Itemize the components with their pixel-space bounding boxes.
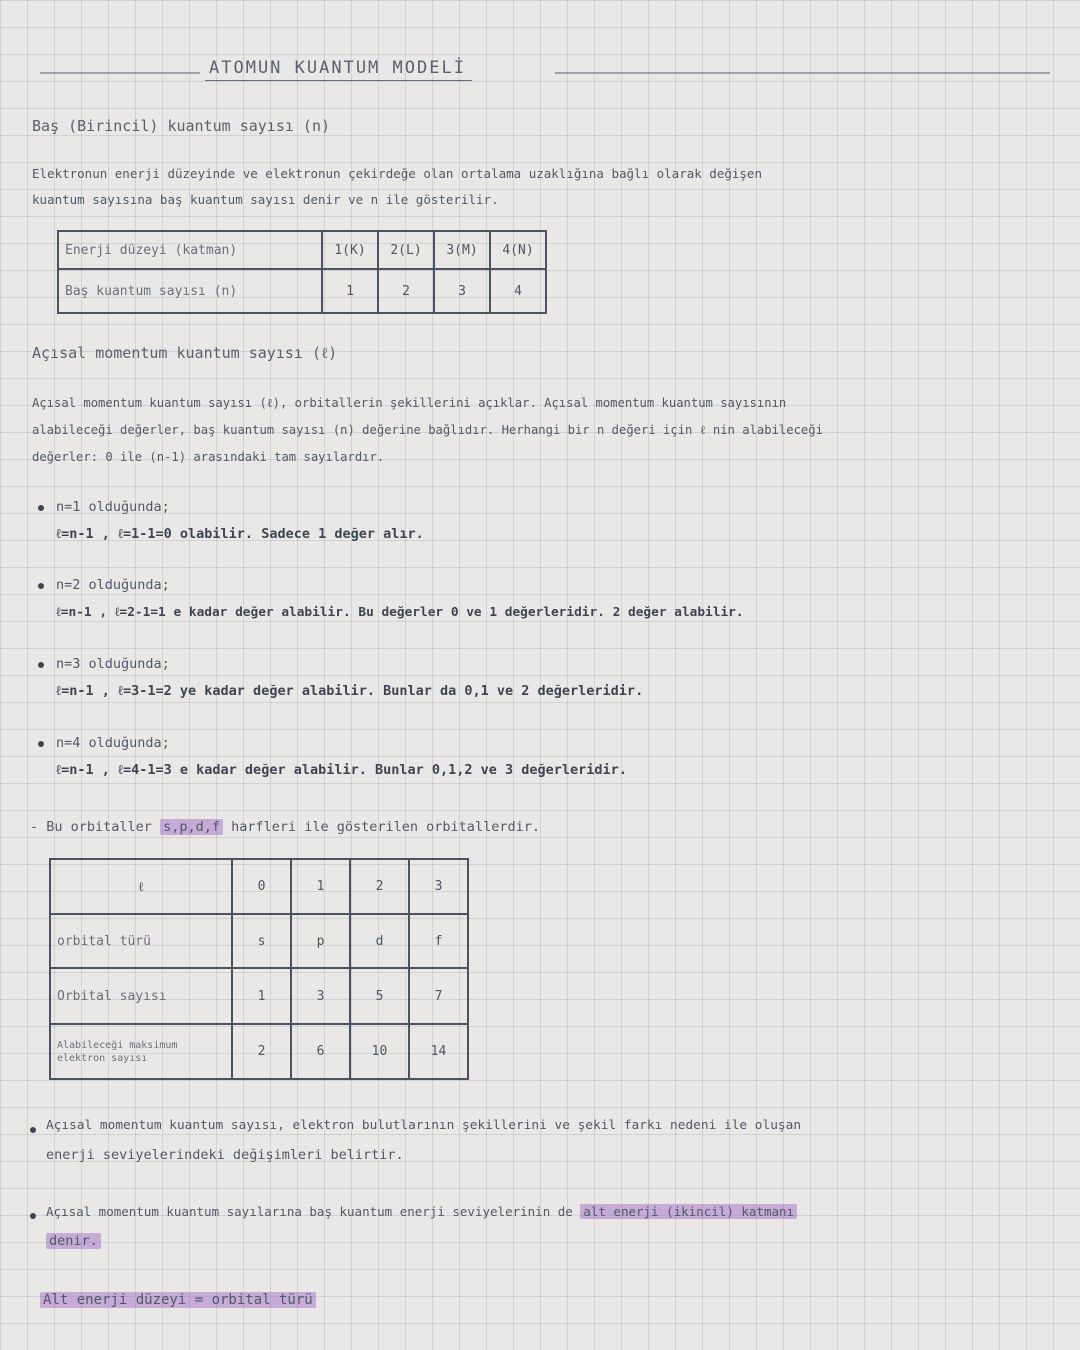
title-rule-right [555,72,1050,74]
title-rule-left [40,72,200,74]
bullet-line: ℓ=n-1 , ℓ=2-1=1 e kadar değer alabilir. Bu değerler 0 ve 1 değerleridir. 2 değer alabilir. [56,605,744,620]
shell-cell: 1(K) [322,231,378,269]
orbital-cell: f [409,914,468,968]
orbital-table-row [50,968,468,1024]
orbital-cell: 5 [350,968,409,1024]
final-highlight: Alt enerji düzeyi = orbital türü [40,1292,316,1308]
orbital-row1-label: orbital türü [50,914,232,968]
orbital-note-post: harfleri ile gösterilen orbitallerdir. [231,819,540,835]
final-summary [40,1287,316,1314]
section1-para-line1: Elektronun enerji düzeyinde ve elektronun çekirdeğe olan ortalama uzaklığına bağlı olarak değişen [32,166,762,181]
orbital-cell: 7 [409,968,468,1024]
section2-para-line1: Açısal momentum kuantum sayısı (ℓ), orbitallerin şekillerini açıklar. Açısal momentum kuantum sayısının [32,396,787,410]
bullet-line: ℓ=n-1 , ℓ=1-1=0 olabilir. Sadece 1 değer alır. [56,526,424,542]
orbital-table [49,858,469,1080]
shell-table [57,230,547,314]
note2-text: Açısal momentum kuantum sayılarına baş kuantum enerji seviyelerinin de [46,1204,573,1219]
bullet-dot [38,505,44,511]
bullet-condition: n=4 olduğunda; [56,735,170,751]
orbital-cell: 1 [291,859,350,914]
shell-row1-label: Enerji düzeyi (katman) [58,231,322,269]
bullet-condition: n=3 olduğunda; [56,656,170,672]
orbital-cell: s [232,914,291,968]
orbital-cell: 14 [409,1024,468,1079]
note2-line2 [46,1228,101,1255]
note1-line1: Açısal momentum kuantum sayısı, elektron bulutlarının şekillerini ve şekil farkı nedeni ile oluşan [46,1118,802,1133]
section2-heading: Açısal momentum kuantum sayısı (ℓ) [32,344,338,362]
section2-para-line3: değerler: 0 ile (n-1) arasındaki tam sayılardır. [32,450,385,464]
note2-highlight: alt enerji (ikincil) katmanı [580,1204,797,1219]
orbital-row3-label-line2: elektron sayısı [57,1052,148,1064]
orbital-cell: d [350,914,409,968]
bullet-dot [30,1127,36,1133]
bullet-dot [38,583,44,589]
orbital-note [30,814,540,841]
orbital-cell: 10 [350,1024,409,1079]
bullet-dot [38,662,44,668]
shell-cell: 2(L) [378,231,434,269]
shell-cell: 2 [378,269,434,313]
orbital-cell: 6 [291,1024,350,1079]
orbital-cell: 1 [232,968,291,1024]
shell-cell: 4 [490,269,546,313]
shell-cell: 3 [434,269,490,313]
shell-cell: 4(N) [490,231,546,269]
orbital-table-row [50,1024,468,1079]
shell-cell: 3(M) [434,231,490,269]
section1-para-line2: kuantum sayısına baş kuantum sayısı denir ve n ile gösterilir. [32,192,499,207]
orbital-cell: 2 [350,859,409,914]
section2-para-line2: alabileceği değerler, baş kuantum sayısı (n) değerine bağlıdır. Herhangi bir n değeri için ℓ nin alabileceği [32,423,823,437]
bullet-condition: n=2 olduğunda; [56,577,170,593]
shell-cell: 1 [322,269,378,313]
bullet-line: ℓ=n-1 , ℓ=3-1=2 ye kadar değer alabilir. Bunlar da 0,1 ve 2 değerleridir. [56,683,644,699]
orbital-row2-label: Orbital sayısı [50,968,232,1024]
bullet-condition: n=1 olduğunda; [56,499,170,515]
bullet-dot [30,1213,36,1219]
orbital-cell: 3 [291,968,350,1024]
note2-highlight-end: denir. [46,1233,101,1249]
bullet-dot [38,741,44,747]
orbital-cell: 2 [232,1024,291,1079]
note1-line2: enerji seviyelerindeki değişimleri belirtir. [46,1147,404,1163]
orbital-note-pre: - Bu orbitaller [30,819,152,835]
section1-heading: Baş (Birincil) kuantum sayısı (n) [32,117,331,135]
orbital-cell: p [291,914,350,968]
shell-row2-label: Baş kuantum sayısı (n) [58,269,322,313]
note2-line1 [46,1198,797,1225]
orbital-table-row [50,914,468,968]
shell-table-row [58,269,546,313]
orbital-header-label: ℓ [50,859,232,914]
title-area [0,58,1080,98]
orbital-cell: 3 [409,859,468,914]
orbital-letters-highlight: s,p,d,f [160,819,223,835]
orbital-row3-label-line1: Alabileceği maksimum [57,1039,178,1051]
shell-table-row [58,231,546,269]
orbital-table-row [50,859,468,914]
bullet-line: ℓ=n-1 , ℓ=4-1=3 e kadar değer alabilir. Bunlar 0,1,2 ve 3 değerleridir. [56,762,627,778]
orbital-cell: 0 [232,859,291,914]
page-title: ATOMUN KUANTUM MODELİ [205,58,472,81]
orbital-row3-label [50,1024,232,1079]
